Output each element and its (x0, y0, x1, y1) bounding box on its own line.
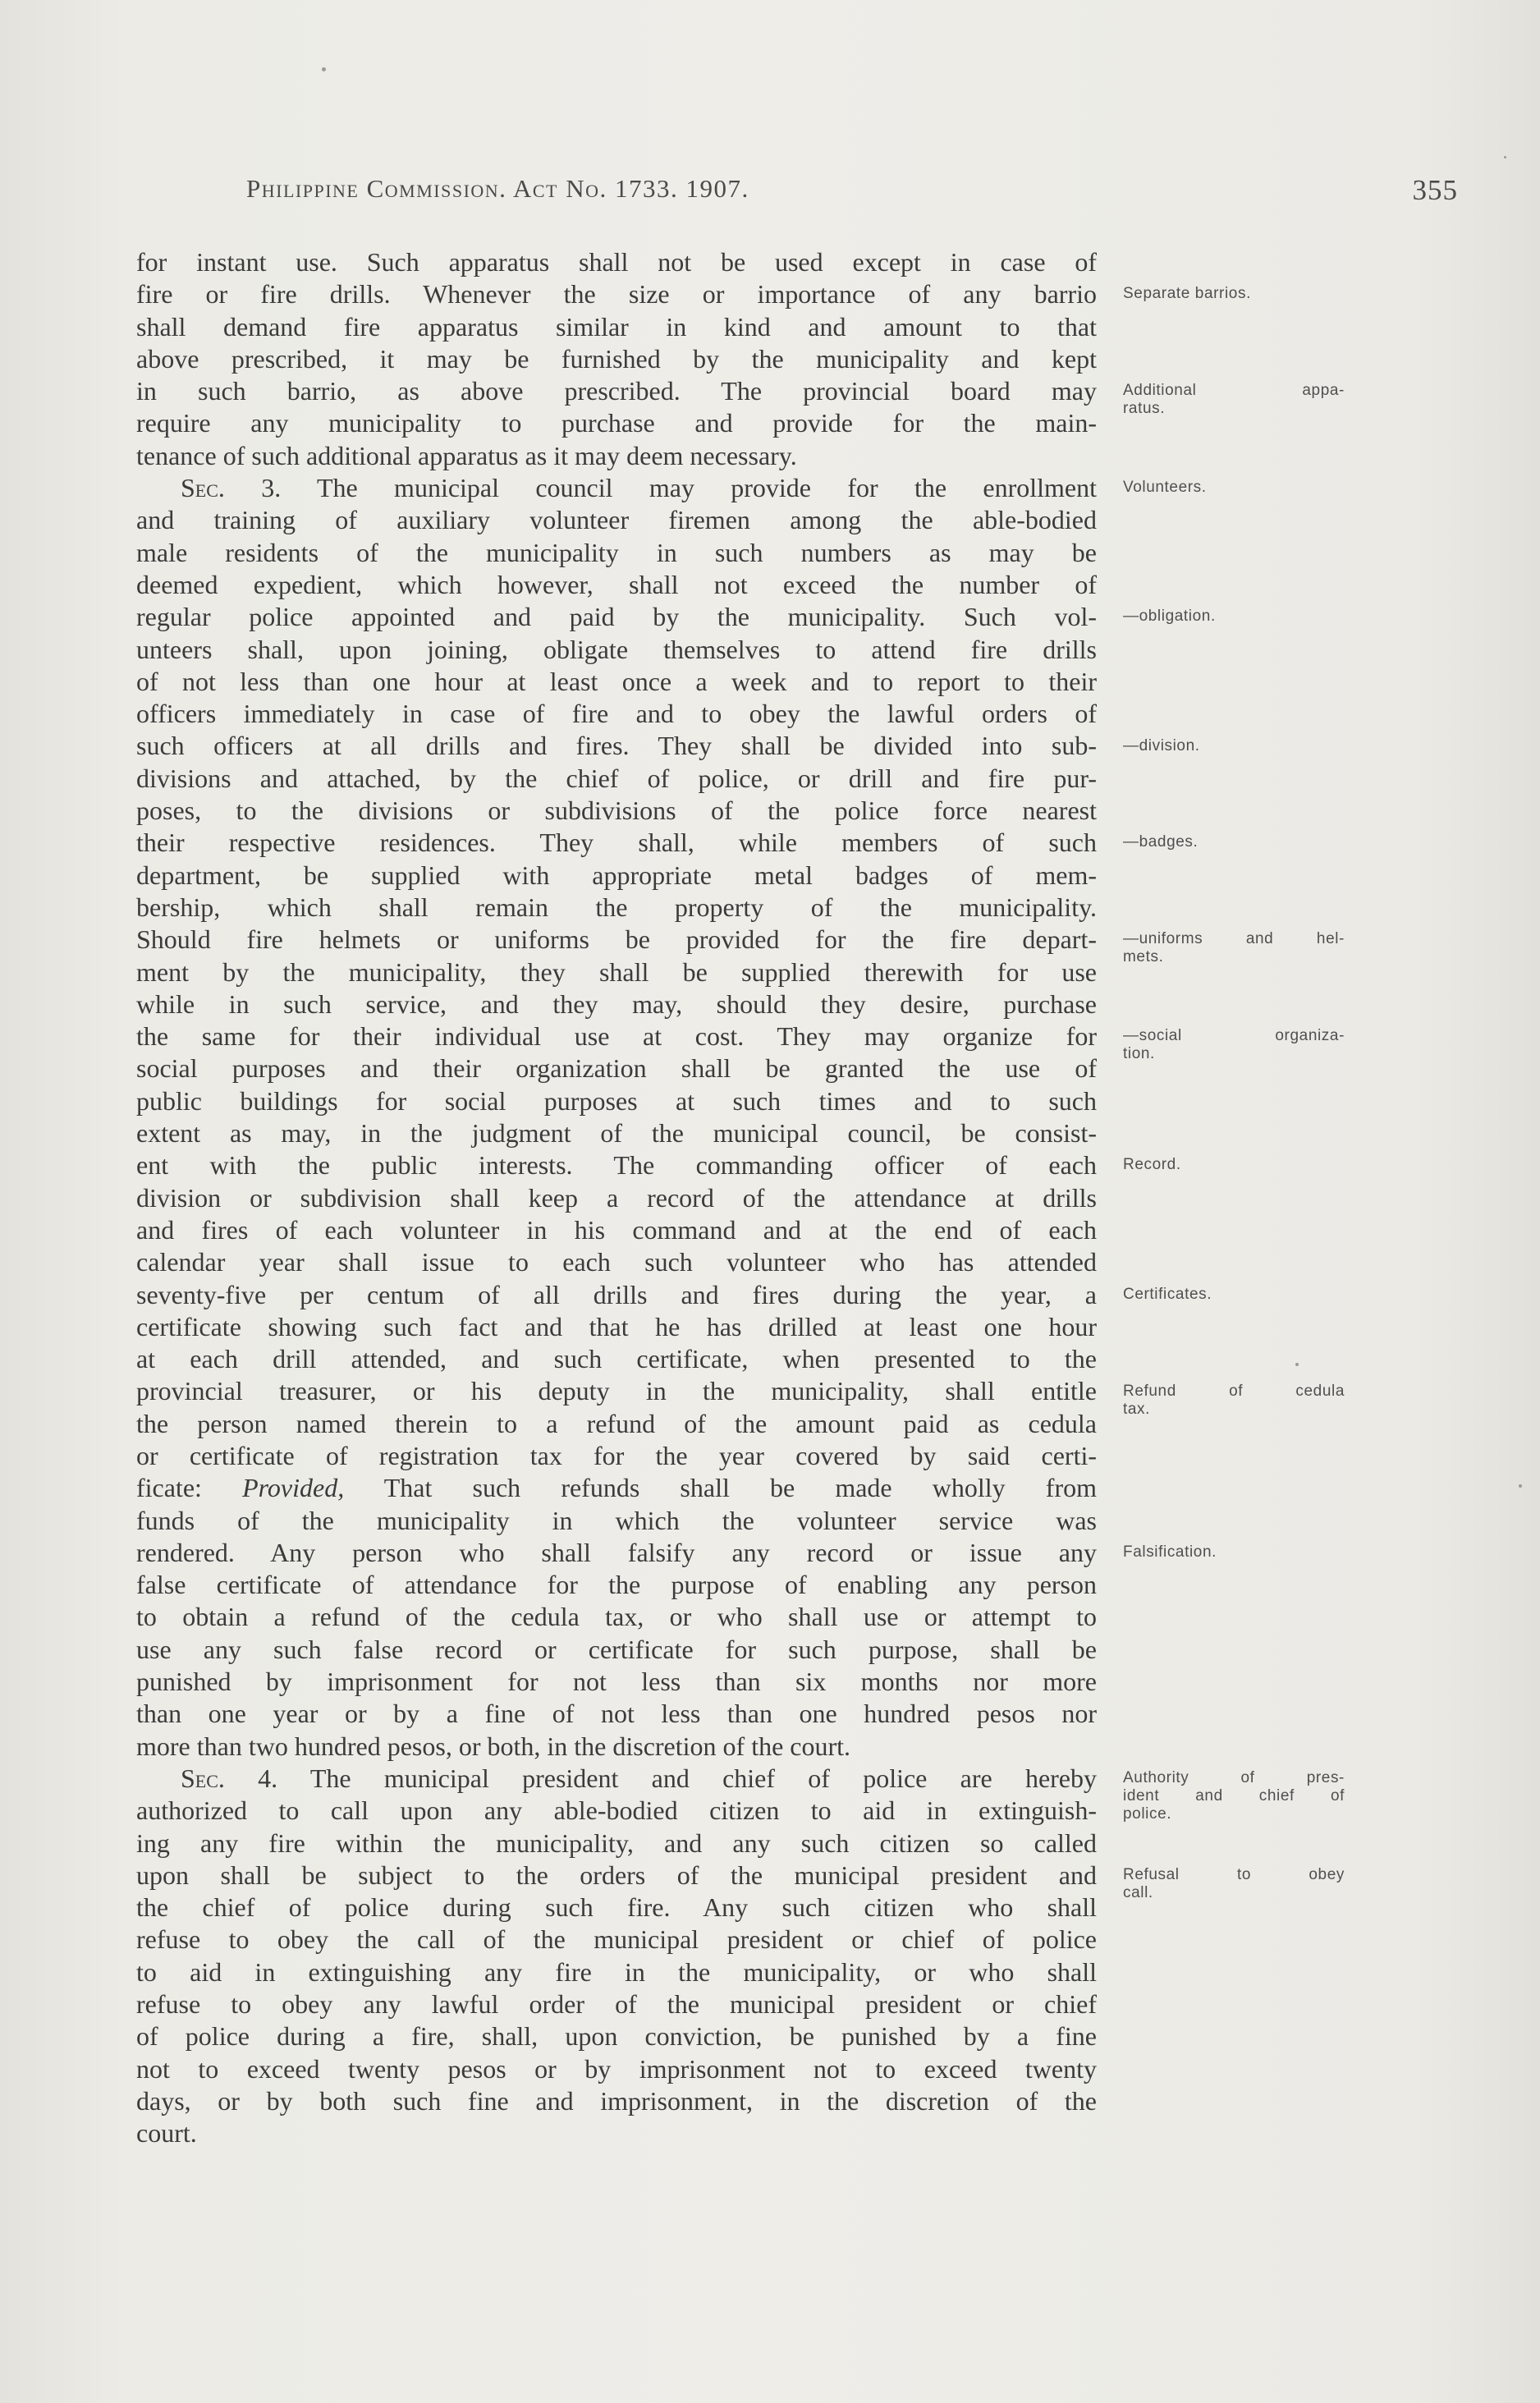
text-line: of police during a fire, shall, upon conviction, be punished by a fine (136, 2021, 1097, 2052)
page-header (246, 174, 1458, 215)
margin-note (1123, 1866, 1345, 1902)
section-3-label: Sec. 3. (181, 473, 282, 503)
text-line: funds of the municipality in which the volunteer service was (136, 1505, 1097, 1535)
text-line: at each drill attended, and such certificate, when presented to the (136, 1344, 1097, 1374)
margin-note-line: ratus. (1123, 400, 1166, 418)
text-line: unteers shall, upon joining, obligate themselves to attend fire drills (136, 634, 1097, 664)
text-line: days, or by both such fine and imprisonment, in the discretion of the (136, 2085, 1097, 2116)
margin-note-line: —obligation. (1123, 608, 1216, 626)
margin-note (1123, 1156, 1345, 1174)
text-line: court. (136, 2118, 197, 2148)
text-line: upon shall be subject to the orders of the municipal president and (136, 1860, 1097, 1890)
text-line: their respective residences. They shall, while members of such (136, 828, 1097, 858)
margin-note-line: police. (1123, 1805, 1172, 1823)
margin-note-line: Record. (1123, 1156, 1181, 1174)
proviso-line (136, 1472, 1097, 1504)
text-line: rendered. Any person who shall falsify any record or issue any (136, 1537, 1097, 1567)
text-line: division or subdivision shall keep a record of the attendance at drills (136, 1182, 1097, 1213)
text-line: bership, which shall remain the property of the municipality. (136, 892, 1097, 922)
text-line: provincial treasurer, or his deputy in the municipality, shall entitle (136, 1376, 1097, 1406)
text-line: department, be supplied with appropriate metal badges of mem- (136, 860, 1097, 890)
text-line: in such barrio, as above prescribed. The provincial board may (136, 376, 1097, 406)
text-line: regular police appointed and paid by the municipality. Such vol- (136, 602, 1097, 632)
margin-note-line: Authority of pres- (1123, 1769, 1345, 1787)
text-line: and fires of each volunteer in his command and at the end of each (136, 1214, 1097, 1245)
text-line: authorized to call upon any able-bodied citizen to aid in extinguish- (136, 1795, 1097, 1826)
text-line: or certificate of registration tax for the year covered by said certi- (136, 1440, 1097, 1470)
text-line: refuse to obey any lawful order of the municipal president or chief (136, 1989, 1097, 2020)
margin-note-line: tax. (1123, 1400, 1151, 1418)
margin-note-line: Refusal to obey (1123, 1866, 1345, 1883)
text-line: Should fire helmets or uniforms be provided for the fire depart- (136, 924, 1097, 955)
text-line: the person named therein to a refund of the amount paid as cedula (136, 1408, 1097, 1438)
scan-speck (322, 67, 326, 71)
margin-note-line: Falsification. (1123, 1543, 1217, 1561)
text-line: not to exceed twenty pesos or by imprisonment not to exceed twenty (136, 2053, 1097, 2084)
margin-note-line: ident and chief of (1123, 1787, 1345, 1805)
margin-note-line: Refund of cedula (1123, 1382, 1345, 1400)
text-line: public buildings for social purposes at such times and to such (136, 1085, 1097, 1116)
scan-speck (1295, 1363, 1299, 1366)
text-line: to obtain a refund of the cedula tax, or who shall use or attempt to (136, 1602, 1097, 1632)
text-line: extent as may, in the judgment of the municipal council, be consist- (136, 1118, 1097, 1149)
text-line: and training of auxiliary volunteer firemen among the able-bodied (136, 505, 1097, 535)
margin-note-line: Additional appa- (1123, 382, 1345, 400)
proviso-word: Provided, (242, 1473, 345, 1503)
text-line: calendar year shall issue to each such volunteer who has attended (136, 1247, 1097, 1277)
margin-note-line: Separate barrios. (1123, 285, 1251, 303)
text-line: officers immediately in case of fire and to obey the lawful orders of (136, 699, 1097, 729)
text-line: use any such false record or certificate for such purpose, shall be (136, 1634, 1097, 1664)
margin-note-line: Volunteers. (1123, 479, 1207, 497)
scan-speck (1504, 156, 1506, 158)
text-line: require any municipality to purchase and provide for the main- (136, 408, 1097, 438)
text-line: seventy-five per centum of all drills and fires during the year, a (136, 1279, 1097, 1309)
margin-note (1123, 479, 1345, 497)
running-head: Philippine Commission. Act No. 1733. 1907. (246, 174, 749, 203)
text-line: for instant use. Such apparatus shall not be used except in case of (136, 247, 1097, 277)
text-line: while in such service, and they may, should they desire, purchase (136, 988, 1097, 1019)
margin-note (1123, 1383, 1345, 1419)
text-line: certificate showing such fact and that he has drilled at least one hour (136, 1311, 1097, 1341)
section-3-first-line (136, 472, 1097, 504)
text-line: deemed expedient, which however, shall not exceed the number of (136, 569, 1097, 599)
margin-note (1123, 1286, 1345, 1304)
margin-note-line: —uniforms and hel- (1123, 930, 1345, 948)
margin-note (1123, 382, 1345, 418)
margin-note (1123, 737, 1345, 755)
section-4-first-line (136, 1763, 1097, 1795)
text-line: social purposes and their organization shall be granted the use of (136, 1053, 1097, 1084)
text-line: more than two hundred pesos, or both, in the discretion of the court. (136, 1731, 851, 1761)
margin-note-line: —social organiza- (1123, 1027, 1345, 1045)
margin-note (1123, 1543, 1345, 1561)
text-line: male residents of the municipality in such numbers as may be (136, 537, 1097, 567)
text-line: ment by the municipality, they shall be supplied therewith for use (136, 956, 1097, 987)
text-line: fire or fire drills. Whenever the size or importance of any barrio (136, 279, 1097, 310)
margin-note (1123, 930, 1345, 966)
text-line: ing any fire within the municipality, and any such citizen so called (136, 1827, 1097, 1858)
body-text (136, 246, 1097, 2150)
text-line: the chief of police during such fire. Any such citizen who shall (136, 1892, 1097, 1923)
margin-note-line: —badges. (1123, 833, 1199, 851)
text-line: divisions and attached, by the chief of police, or drill and fire pur- (136, 763, 1097, 793)
text-line: refuse to obey the call of the municipal president or chief of police (136, 1924, 1097, 1955)
text-line: shall demand fire apparatus similar in kind and amount to that (136, 311, 1097, 342)
text-line: poses, to the divisions or subdivisions of the police force nearest (136, 796, 1097, 826)
margin-note (1123, 1769, 1345, 1823)
section-4-label: Sec. 4. (181, 1763, 278, 1793)
margin-note-line: tion. (1123, 1045, 1155, 1063)
text-line: of not less than one hour at least once a week and to report to their (136, 666, 1097, 696)
text-line: ent with the public interests. The commanding officer of each (136, 1150, 1097, 1181)
text-line: punished by imprisonment for not less than six months nor more (136, 1667, 1097, 1697)
text-line: to aid in extinguishing any fire in the municipality, or who shall (136, 1956, 1097, 1987)
margin-note (1123, 608, 1345, 626)
text-line: false certificate of attendance for the purpose of enabling any person (136, 1570, 1097, 1600)
text-line: tenance of such additional apparatus as it may deem necessary. (136, 440, 797, 470)
page-number: 355 (1412, 174, 1458, 206)
text-line: above prescribed, it may be furnished by the municipality and kept (136, 343, 1097, 374)
margin-note-line: call. (1123, 1884, 1153, 1901)
margin-note (1123, 1027, 1345, 1063)
text-fragment: That such refunds shall be made wholly from (383, 1473, 1097, 1503)
margin-note (1123, 285, 1345, 303)
text-line: the same for their individual use at cost. They may organize for (136, 1021, 1097, 1052)
margin-note-line: Certificates. (1123, 1285, 1212, 1303)
text-fragment: ficate: (136, 1473, 202, 1503)
margin-note-line: —division. (1123, 736, 1200, 754)
margin-note-line: mets. (1123, 948, 1164, 966)
margin-note (1123, 833, 1345, 851)
text-line: than one year or by a fine of not less than one hundred pesos nor (136, 1699, 1097, 1729)
scan-speck (1519, 1484, 1522, 1488)
text-line: such officers at all drills and fires. They shall be divided into sub- (136, 731, 1097, 761)
text-fragment: The municipal president and chief of police are hereby (309, 1763, 1097, 1793)
text-fragment: The municipal council may provide for the enrollment (316, 473, 1097, 503)
